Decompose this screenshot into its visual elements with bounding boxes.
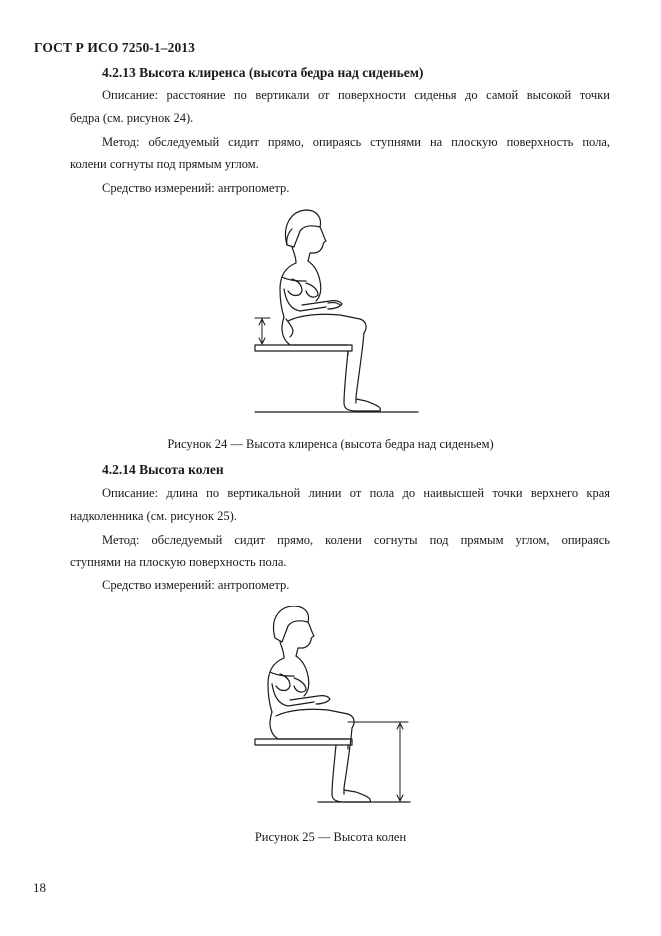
hair (274, 606, 309, 642)
front-torso (296, 656, 309, 696)
front-torso (308, 261, 321, 301)
bra-right (306, 283, 318, 297)
bra-left (276, 674, 290, 691)
section-2-method-line2: ступнями на плоскую поверхность пола. (70, 555, 287, 569)
foot (344, 399, 380, 411)
section-2-description-line1: Описание: длина по вертикальной линии от пола до наивысшей точки верхнего края (102, 486, 610, 500)
seat (255, 739, 352, 745)
buttock (270, 712, 348, 739)
shin-front (344, 728, 352, 794)
section-1-method-line2: колени согнуты под прямым углом. (70, 157, 259, 171)
figure-25-caption: Рисунок 25 — Высота колен (254, 830, 407, 844)
section-1-instrument: Средство измерений: антропометр. (102, 181, 290, 195)
section-2-instrument: Средство измерений: антропометр. (102, 578, 290, 592)
upper-arm (272, 684, 314, 706)
thigh-top (276, 709, 354, 728)
figure-24-caption: Рисунок 24 — Высота клиренса (высота бедра над сиденьем) (167, 437, 494, 451)
thigh-top (288, 314, 366, 333)
shin-front (356, 333, 364, 403)
section-heading-4-2-13: 4.2.13 Высота клиренса (высота бедра над сиденьем) (102, 65, 424, 80)
foot (332, 790, 370, 802)
face (296, 622, 314, 656)
face (308, 227, 326, 261)
figure-24-seated-thigh-clearance (240, 205, 430, 420)
buttock (282, 317, 348, 345)
neck (292, 247, 296, 263)
seat (255, 345, 352, 351)
hair (286, 210, 321, 247)
figure-25-seated-knee-height (240, 606, 430, 811)
bra-left (288, 279, 302, 296)
upper-arm (284, 289, 326, 311)
section-1-description-line1: Описание: расстояние по вертикали от поверхности сиденья до самой высокой точки (102, 88, 610, 102)
section-2-method-line1: Метод: обследуемый сидит прямо, колени согнуты под прямым углом, опираясь (102, 533, 610, 547)
section-1-description-line2: бедра (см. рисунок 24). (70, 111, 194, 125)
bra-right (294, 678, 306, 692)
page-number: 18 (33, 880, 46, 895)
document-standard-header: ГОСТ Р ИСО 7250-1–2013 (34, 40, 195, 55)
section-heading-4-2-14: 4.2.14 Высота колен (102, 462, 224, 477)
section-2-description-line2: надколенника (см. рисунок 25). (70, 509, 237, 523)
calf-back (332, 745, 336, 794)
calf-back (344, 351, 348, 403)
neck (280, 642, 284, 658)
section-1-method-line1: Метод: обследуемый сидит прямо, опираясь ступнями на плоскую поверхность пола, (102, 135, 610, 149)
